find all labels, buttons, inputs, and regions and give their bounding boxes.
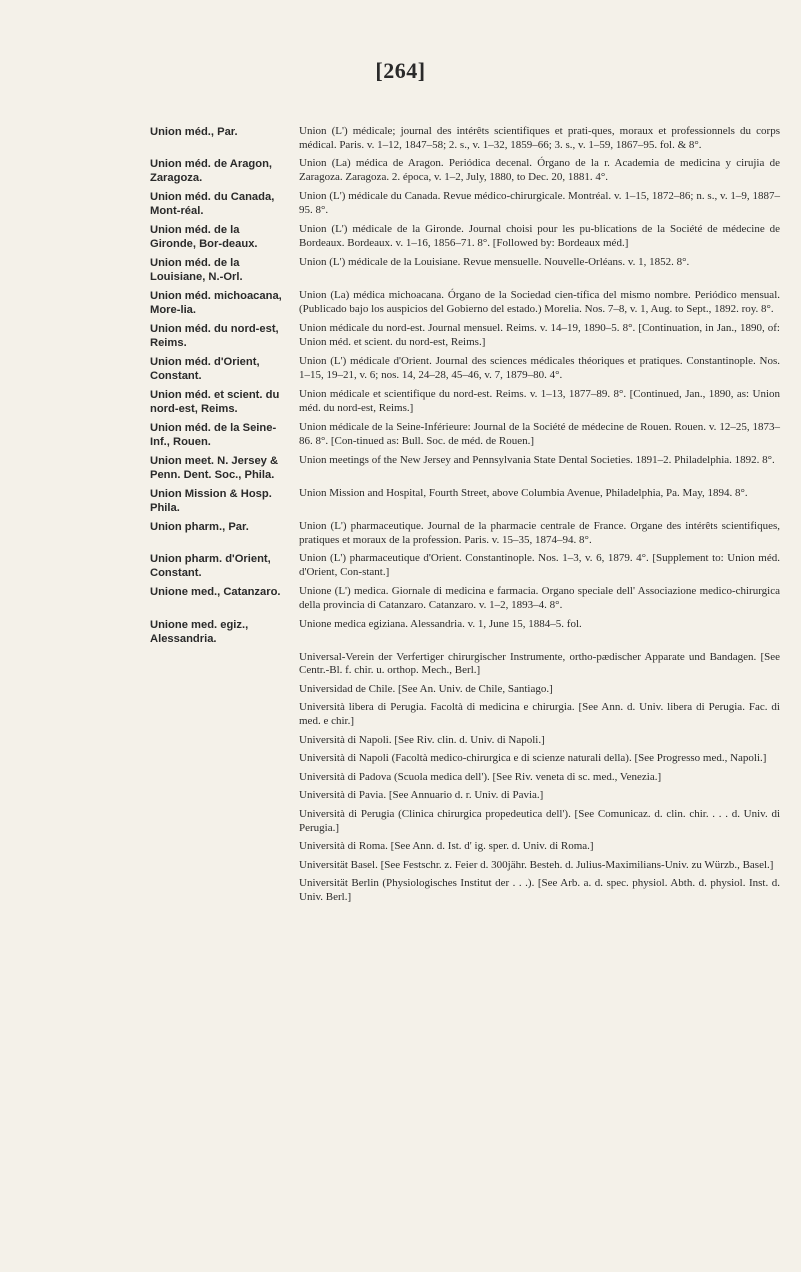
entry-description: Union meetings of the New Jersey and Pennsylvania State Dental Societies. 1891–2. Philadelphia. 1892. 8°. <box>299 454 775 467</box>
entry-abbreviation <box>150 859 293 873</box>
entry-abbreviation: Union méd. d'Orient, Constant. <box>150 356 260 383</box>
entry-abbreviation: Union méd. et scient. du nord-est, Reims. <box>150 389 280 416</box>
entry-description: Union (L') médicale d'Orient. Journal des sciences médicales théoriques et pratiques. Constantinople. Nos. 1–15, 19–21, v. 6; nos. 14, 24–28, 45–46, v. 7, 1879–80. 4°. <box>299 355 780 381</box>
entry-abbreviation <box>150 683 293 697</box>
entry-description: Universal-Verein der Verfertiger chirurgischer Instrumente, ortho-pædischer Apparate und Bandagen. [See Centr.-Bl. f. chir. u. orthop. Mech., Berl.] <box>299 650 780 677</box>
index-entry <box>150 789 780 803</box>
index-entry <box>150 651 780 678</box>
entry-abbreviation <box>150 701 293 728</box>
entry-abbreviation: Union Mission & Hosp. Phila. <box>150 488 272 515</box>
entry-description: Università di Pavia. [See Annuario d. r. Univ. di Pavia.] <box>299 789 544 802</box>
index-entry <box>150 840 780 854</box>
entry-abbreviation <box>150 651 293 678</box>
entry-abbreviation <box>150 752 293 766</box>
entry-abbreviation: Union méd. du Canada, Mont-réal. <box>150 191 275 218</box>
entry-description: Union médicale et scientifique du nord-est. Reims. v. 1–13, 1877–89. 8°. [Continued, Jan., 1890, as: Union méd. du nord-est, Reims.] <box>299 388 780 414</box>
entry-abbreviation: Union pharm. d'Orient, Constant. <box>150 553 271 580</box>
entry-abbreviation <box>150 734 293 748</box>
entry-abbreviation: Union méd. michoacana, More-lia. <box>150 290 282 317</box>
index-entry <box>150 454 780 482</box>
entry-description: Università di Napoli (Facoltà medico-chirurgica e di scienze naturali della). [See Progresso med., Napoli.] <box>299 752 767 765</box>
entry-description: Union (La) médica de Aragon. Periódica decenal. Órgano de la r. Academia de medicina y cirujia de Zaragoza. Zaragoza. 2. época, v. 1–2, July, 1880, to Dec. 20, 1881. 4°. <box>299 157 780 183</box>
index-entry <box>150 421 780 449</box>
entry-description: Università di Perugia (Clinica chirurgica propedeutica dell'). [See Comunicaz. d. clin. chir. . . . d. Univ. di Perugia.] <box>299 807 780 834</box>
index-entry <box>150 701 780 728</box>
entry-description: Union Mission and Hospital, Fourth Street, above Columbia Avenue, Philadelphia, Pa. May, 1894. 8°. <box>299 487 748 500</box>
entry-description: Union (L') pharmaceutique d'Orient. Constantinople. Nos. 1–3, v. 6, 1879. 4°. [Supplement to: Union méd. d'Orient, Con-stant.] <box>299 552 780 578</box>
entry-abbreviation: Union méd. du nord-est, Reims. <box>150 323 279 350</box>
index-entry <box>150 877 780 904</box>
entry-description: Università di Padova (Scuola medica dell'). [See Riv. veneta di sc. med., Venezia.] <box>299 770 662 783</box>
index-entry <box>150 355 780 383</box>
index-entry <box>150 289 780 317</box>
entry-abbreviation <box>150 771 293 785</box>
entry-description: Università di Roma. [See Ann. d. Ist. d' ig. sper. d. Univ. di Roma.] <box>299 840 594 853</box>
index-entry <box>150 752 780 766</box>
entry-abbreviation: Union méd. de la Gironde, Bor-deaux. <box>150 224 258 251</box>
index-entry <box>150 256 780 284</box>
index-entry <box>150 125 780 152</box>
entry-abbreviation <box>150 789 293 803</box>
entry-abbreviation: Union pharm., Par. <box>150 521 249 534</box>
entry-abbreviation: Union méd., Par. <box>150 126 238 138</box>
index-entry <box>150 585 780 612</box>
index-entry <box>150 223 780 251</box>
entry-abbreviation: Unione med., Catanzaro. <box>150 586 281 599</box>
index-entry <box>150 552 780 580</box>
index-entry <box>150 487 780 515</box>
entry-description: Università di Napoli. [See Riv. clin. d. Univ. di Napoli.] <box>299 733 545 746</box>
index-entry <box>150 859 780 873</box>
entry-description: Unione (L') medica. Giornale di medicina e farmacia. Organo speciale dell' Associazione medico-chirurgica della provincia di Catanzaro. Catanzaro. v. 1–2, 1893–4. 8°. <box>299 585 780 611</box>
entry-abbreviation: Union méd. de la Seine-Inf., Rouen. <box>150 422 277 449</box>
index-entry <box>150 190 780 218</box>
entry-description: Universität Berlin (Physiologisches Institut der . . .). [See Arb. a. d. spec. physiol. Abth. d. physiol. Inst. d. Univ. Berl.] <box>299 877 780 903</box>
entry-description: Union (L') médicale de la Louisiane. Revue mensuelle. Nouvelle-Orléans. v. 1, 1852. 8°. <box>299 256 690 269</box>
entry-description: Union médicale de la Seine-Inférieure: Journal de la Société de médecine de Rouen. Rouen. v. 12–25, 1873–86. 8°. [Con-tinued as: Bull. Soc. de méd. de Rouen.] <box>299 421 780 447</box>
index-entry <box>150 771 780 785</box>
entry-abbreviation: Union méd. de la Louisiane, N.-Orl. <box>150 257 243 284</box>
index-entry <box>150 808 780 835</box>
entry-description: Union (L') médicale du Canada. Revue médico-chirurgicale. Montréal. v. 1–15, 1872–86; n. s., v. 1–9, 1887–95. 8°. <box>299 190 780 216</box>
entry-description: Universität Basel. [See Festschr. z. Feier d. 300jähr. Besteh. d. Julius-Maximilians-Univ. zu Würzb., Basel.] <box>299 858 774 871</box>
entry-description: Union (La) médica michoacana. Órgano de la Sociedad cien-tífica del mismo nombre. Periódico mensual. (Publicado bajo los auspicios del Gobierno del estado.) Morelia. Nos. 7–8, v. 1, Aug. to Sept., 1892. roy. 8°. <box>299 289 780 315</box>
index-entry <box>150 683 780 697</box>
index-entry <box>150 388 780 416</box>
entry-description: Union médicale du nord-est. Journal mensuel. Reims. v. 14–19, 1890–5. 8°. [Continuation, in Jan., 1890, of: Union méd. et scient. du nord-est, Reims.] <box>299 322 780 348</box>
index-entries <box>150 125 780 909</box>
entry-description: Universidad de Chile. [See An. Univ. de Chile, Santiago.] <box>299 682 553 695</box>
entry-abbreviation: Union méd. de Aragon, Zaragoza. <box>150 158 273 185</box>
entry-abbreviation: Union meet. N. Jersey & Penn. Dent. Soc., Phila. <box>150 455 279 482</box>
entry-description: Union (L') médicale de la Gironde. Journal choisi pour les pu-blications de la Société de médecine de Bordeaux. Bordeaux. v. 1–16, 1856–71. 8°. [Followed by: Bordeaux méd.] <box>299 223 780 249</box>
entry-abbreviation <box>150 877 293 904</box>
entry-abbreviation <box>150 808 293 835</box>
entry-description: Union (L') médicale; journal des intérêts scientifiques et prati-ques, moraux et professionnels du corps médical. Paris. v. 1–12, 1847–58; 2. s., v. 1–32, 1859–66; 3. s., v. 1–59, 1867–95. fol. & 8°. <box>299 125 780 151</box>
index-entry <box>150 734 780 748</box>
entry-abbreviation <box>150 840 293 854</box>
entry-description: Union (L') pharmaceutique. Journal de la pharmacie centrale de France. Organe des intérêts scientifiques, pratiques et moraux de la profession. Paris. v. 15–35, 1874–94. 8°. <box>299 520 780 546</box>
index-entry <box>150 322 780 350</box>
page-number: [264] <box>375 58 426 83</box>
entry-description: Unione medica egiziana. Alessandria. v. 1, June 15, 1884–5. fol. <box>299 617 582 630</box>
index-entry <box>150 618 780 646</box>
entry-description: Università libera di Perugia. Facoltà di medicina e chirurgia. [See Ann. d. Univ. libera di Perugia. Fac. di med. e chir.] <box>299 701 780 727</box>
index-entry <box>150 520 780 547</box>
entry-abbreviation: Unione med. egiz., Alessandria. <box>150 618 249 645</box>
index-entry <box>150 157 780 185</box>
